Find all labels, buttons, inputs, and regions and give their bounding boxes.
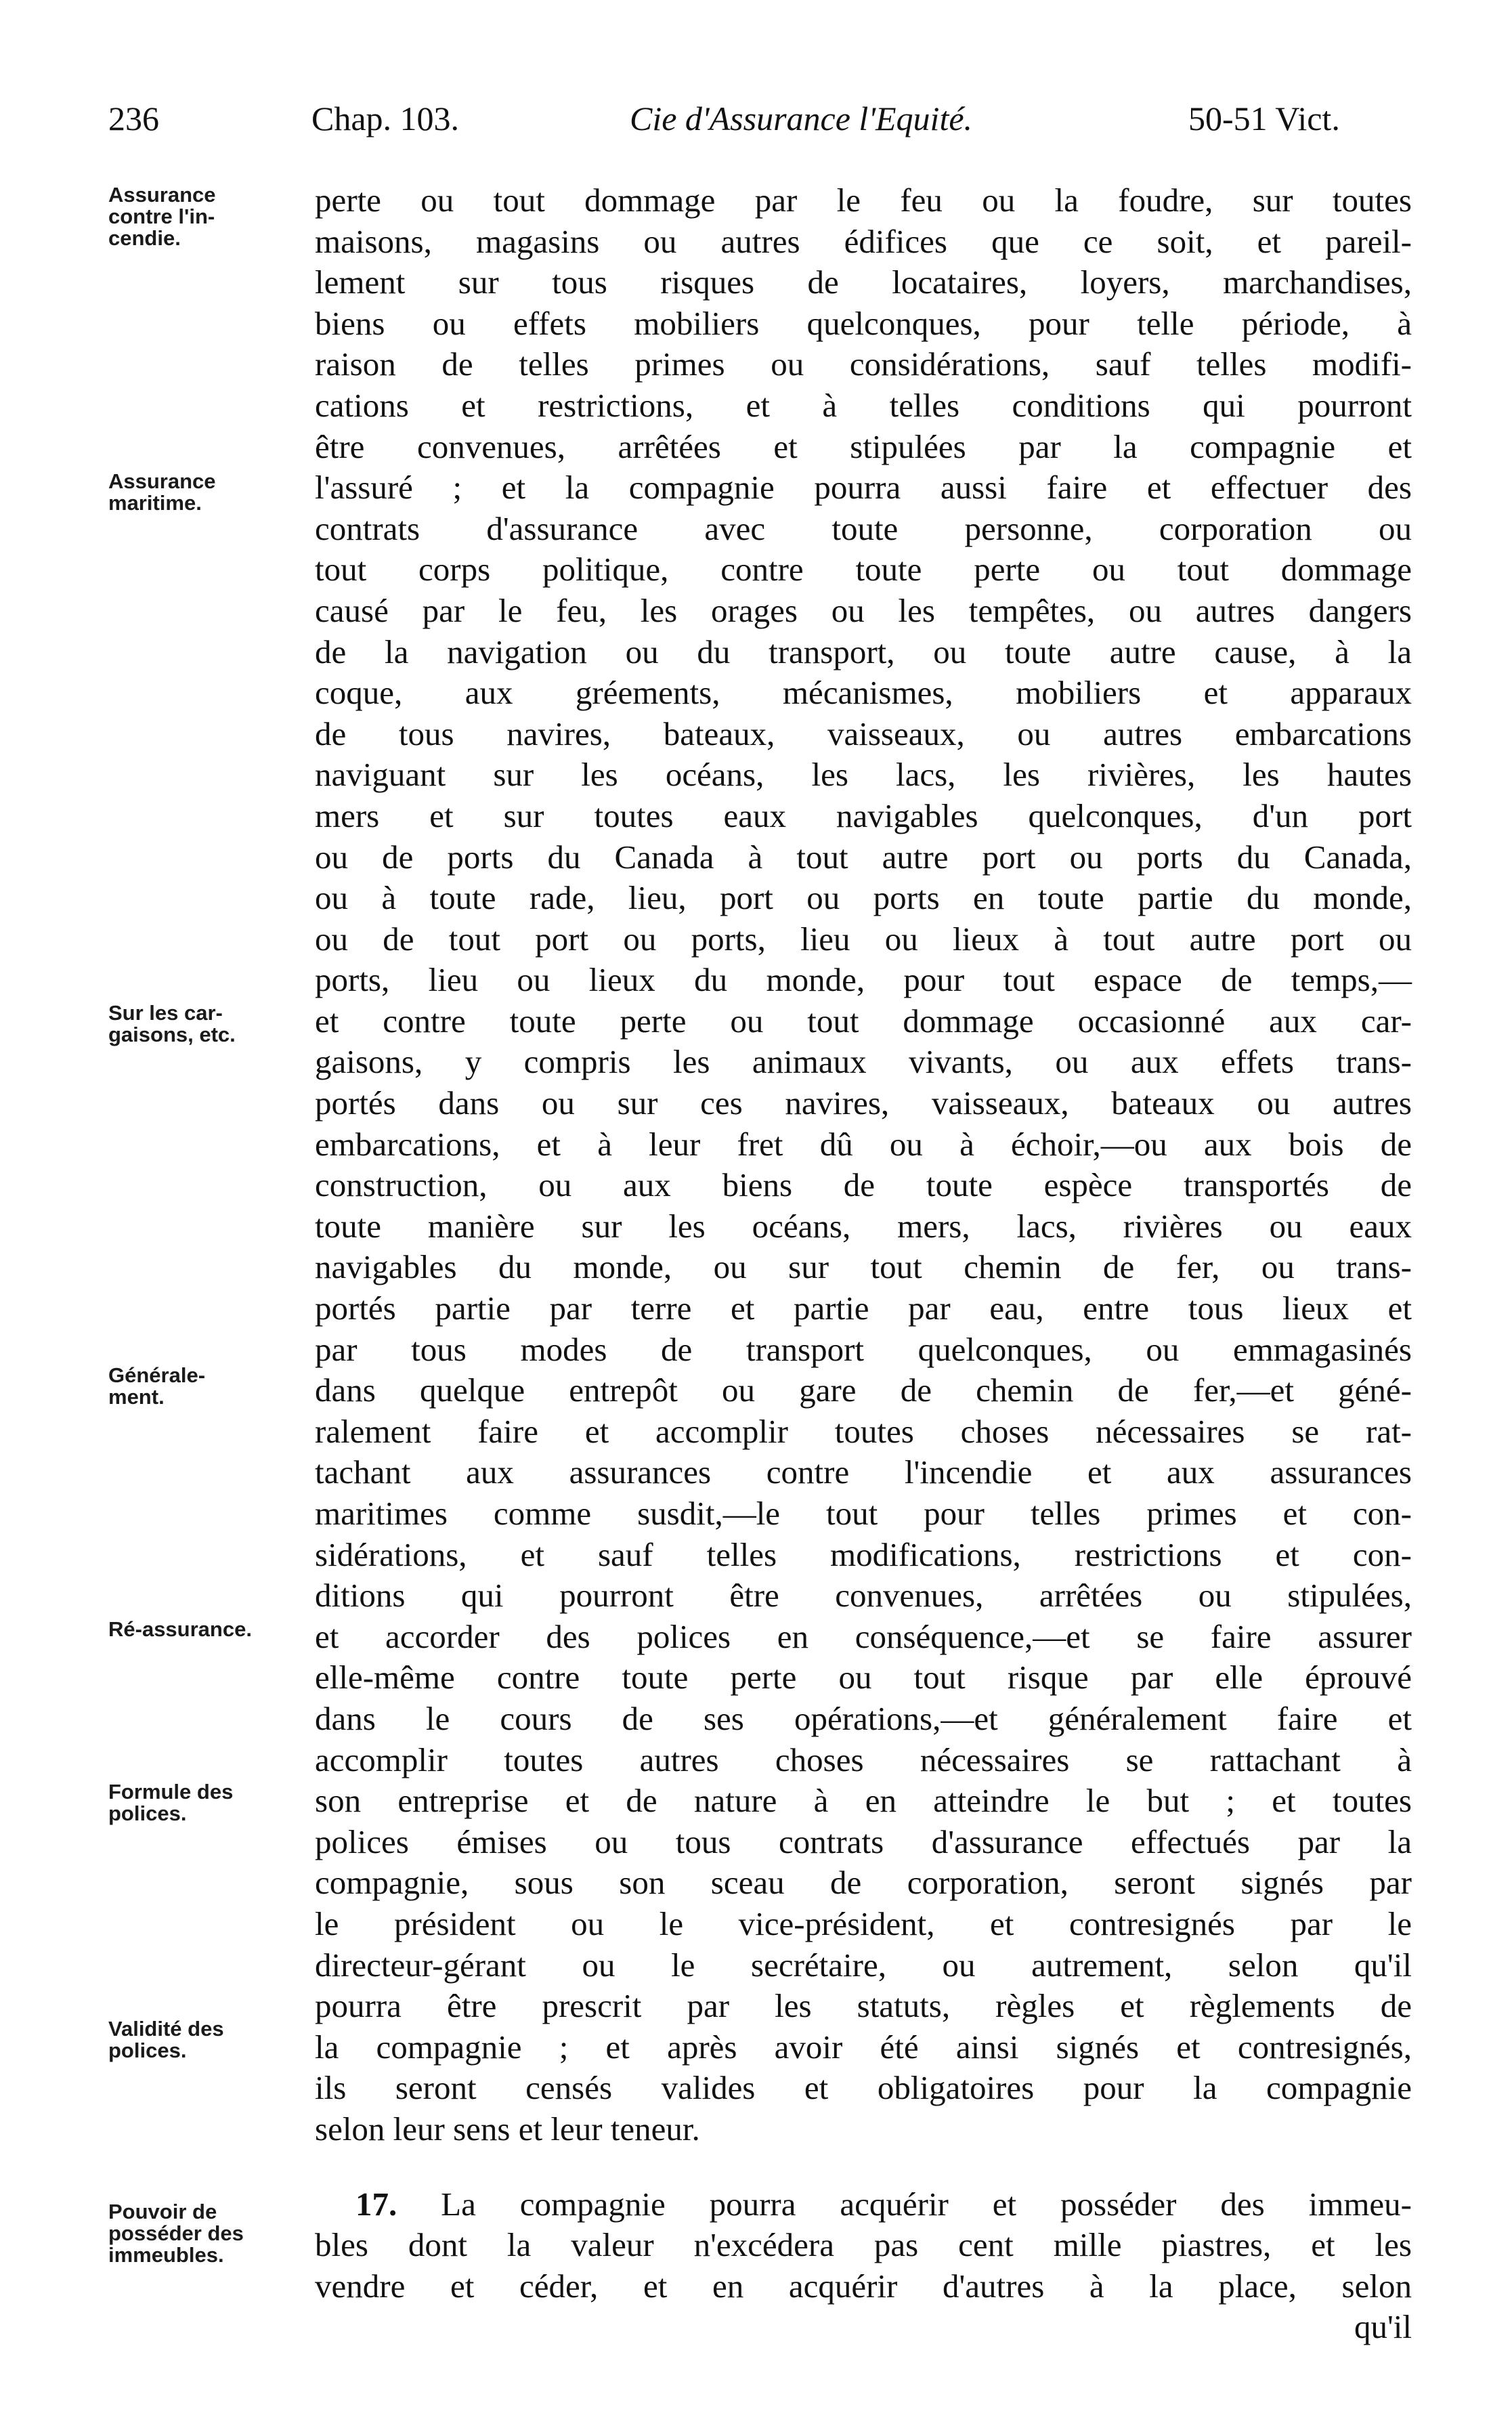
text-line: directeur-gérant ou le secrétaire, ou autrement, selon qu'il <box>315 1946 1412 1984</box>
text-line: ralement faire et accomplir toutes choses nécessaires se rat- <box>315 1412 1412 1450</box>
text-line: son entreprise et de nature à en atteindre le but ; et toutes <box>315 1782 1412 1820</box>
text-line: tout corps politique, contre toute perte ou tout dommage <box>315 551 1412 589</box>
margin-note-line: Pouvoir de <box>108 2200 217 2223</box>
text-line: polices émises ou tous contrats d'assurance effectués par la <box>315 1822 1412 1860</box>
text-line: lement sur tous risques de locataires, loyers, marchandises, <box>315 263 1412 301</box>
text-line: et contre toute perte ou tout dommage occasionné aux car- <box>315 1002 1412 1040</box>
text-line: compagnie, sous son sceau de corporation, seront signés par <box>315 1864 1412 1902</box>
margin-note-line: gaisons, etc. <box>108 1023 236 1046</box>
section-17-text: La compagnie pourra acquérir et posséder des immeu- <box>441 2185 1412 2223</box>
text-line: ports, lieu ou lieux du monde, pour tout espace de temps,— <box>315 961 1412 999</box>
text-line: raison de telles primes ou considérations, sauf telles modifi- <box>315 345 1412 383</box>
text-line: maritimes comme susdit,—le tout pour telles primes et con- <box>315 1495 1412 1532</box>
margin-note-line: Assurance <box>108 183 216 207</box>
section-number: 17. <box>355 2185 397 2223</box>
margin-note-cargoes <box>108 1002 311 1046</box>
text-line: ou de ports du Canada à tout autre port ou ports du Canada, <box>315 838 1412 876</box>
margin-note-line: Générale- <box>108 1363 206 1387</box>
text-line: coque, aux gréements, mécanismes, mobiliers et apparaux <box>315 674 1412 712</box>
main-text <box>315 180 1412 2348</box>
text-line: perte ou tout dommage par le feu ou la foudre, sur toutes <box>315 182 1412 219</box>
margin-note-line: Formule des <box>108 1780 234 1804</box>
section-17-first-line <box>315 2184 1412 2225</box>
text-line: par tous modes de transport quelconques, ou emmagasinés <box>315 1330 1412 1368</box>
text-line: la compagnie ; et après avoir été ainsi signés et contresignés, <box>315 2028 1412 2066</box>
margin-note-line: Sur les car- <box>108 1001 223 1025</box>
text-line: ou de tout port ou ports, lieu ou lieux à tout autre port ou <box>315 920 1412 958</box>
margin-note-generally <box>108 1365 311 1408</box>
paragraph-insurance-powers <box>315 180 1412 2150</box>
margin-note-marine-insurance <box>108 471 311 514</box>
text-line: naviguant sur les océans, les lacs, les rivières, les hautes <box>315 756 1412 794</box>
text-line: dans quelque entrepôt ou gare de chemin de fer,—et géné- <box>315 1371 1412 1409</box>
running-title: Cie d'Assurance l'Equité. <box>630 100 973 137</box>
text-line: ou à toute rade, lieu, port ou ports en toute partie du monde, <box>315 879 1412 917</box>
text-line: vendre et céder, et en acquérir d'autres à la place, selon <box>315 2267 1412 2305</box>
margin-note-line: Assurance <box>108 469 216 493</box>
margin-note-line: ment. <box>108 1385 165 1409</box>
margin-note-reinsurance <box>108 1619 311 1640</box>
text-line: cations et restrictions, et à telles conditions qui pourront <box>315 386 1412 424</box>
running-header <box>0 95 1512 142</box>
text-line: ils seront censés valides et obligatoires pour la compagnie <box>315 2069 1412 2107</box>
margin-note-line: posséder des <box>108 2221 244 2245</box>
margin-note-line: cendie. <box>108 226 181 250</box>
page-number: 236 <box>108 100 159 137</box>
margin-note-line: polices. <box>108 1801 187 1825</box>
text-line: portés dans ou sur ces navires, vaisseaux, bateaux ou autres <box>315 1084 1412 1122</box>
text-line: ditions qui pourront être convenues, arrêtées ou stipulées, <box>315 1577 1412 1615</box>
text-line: pourra être prescrit par les statuts, règles et règlements de <box>315 1987 1412 2025</box>
margin-note-policy-form <box>108 1781 311 1825</box>
text-line: de tous navires, bateaux, vaisseaux, ou autres embarcations <box>315 714 1412 752</box>
text-line: de la navigation ou du transport, ou toute autre cause, à la <box>315 633 1412 670</box>
text-line: elle-même contre toute perte ou tout risque par elle éprouvé <box>315 1659 1412 1697</box>
text-line: portés partie par terre et partie par eau, entre tous lieux et <box>315 1289 1412 1327</box>
text-line: mers et sur toutes eaux navigables quelconques, d'un port <box>315 796 1412 834</box>
catchword: qu'il <box>1354 2308 1412 2346</box>
text-line: tachant aux assurances contre l'incendie et aux assurances <box>315 1453 1412 1491</box>
margin-note-line: immeubles. <box>108 2243 224 2267</box>
text-line: gaisons, y compris les animaux vivants, ou aux effets trans- <box>315 1043 1412 1081</box>
text-line: sidérations, et sauf telles modifications, restrictions et con- <box>315 1535 1412 1573</box>
margin-note-policy-validity <box>108 2018 311 2062</box>
margin-note-fire-insurance <box>108 184 311 249</box>
margin-note-real-estate-power <box>108 2201 311 2266</box>
chapter-reference: Chap. 103. <box>311 100 460 137</box>
text-line: contrats d'assurance avec toute personne, corporation ou <box>315 509 1412 547</box>
margin-note-line: Validité des <box>108 2017 224 2041</box>
paragraph-spacer <box>315 2150 1412 2184</box>
margin-note-line: contre l'in- <box>108 205 215 228</box>
text-line: accomplir toutes autres choses nécessaires se rattachant à <box>315 1741 1412 1778</box>
text-line: être convenues, arrêtées et stipulées par la compagnie et <box>315 427 1412 465</box>
text-line: dans le cours de ses opérations,—et généralement faire et <box>315 1699 1412 1737</box>
text-line: construction, ou aux biens de toute espèce transportés de <box>315 1166 1412 1204</box>
margin-note-line: polices. <box>108 2039 187 2062</box>
text-line: toute manière sur les océans, mers, lacs, rivières ou eaux <box>315 1207 1412 1245</box>
text-line: navigables du monde, ou sur tout chemin de fer, ou trans- <box>315 1248 1412 1286</box>
text-line: maisons, magasins ou autres édifices que ce soit, et pareil- <box>315 222 1412 260</box>
text-line: bles dont la valeur n'excédera pas cent mille piastres, et les <box>315 2226 1412 2264</box>
text-line: biens ou effets mobiliers quelconques, pour telle période, à <box>315 304 1412 342</box>
text-line: l'assuré ; et la compagnie pourra aussi faire et effectuer des <box>315 469 1412 507</box>
text-line: causé par le feu, les orages ou les tempêtes, ou autres dangers <box>315 591 1412 629</box>
text-line: embarcations, et à leur fret dû ou à échoir,—ou aux bois de <box>315 1125 1412 1163</box>
margin-note-line: Ré-assurance. <box>108 1617 252 1641</box>
text-line: et accorder des polices en conséquence,—et se faire assurer <box>315 1617 1412 1655</box>
margin-note-line: maritime. <box>108 491 202 515</box>
text-line: selon leur sens et leur teneur. <box>315 2110 700 2148</box>
act-reference: 50-51 Vict. <box>1188 100 1340 137</box>
text-line: le président ou le vice-président, et contresignés par le <box>315 1904 1412 1942</box>
section-17 <box>315 2184 1412 2348</box>
